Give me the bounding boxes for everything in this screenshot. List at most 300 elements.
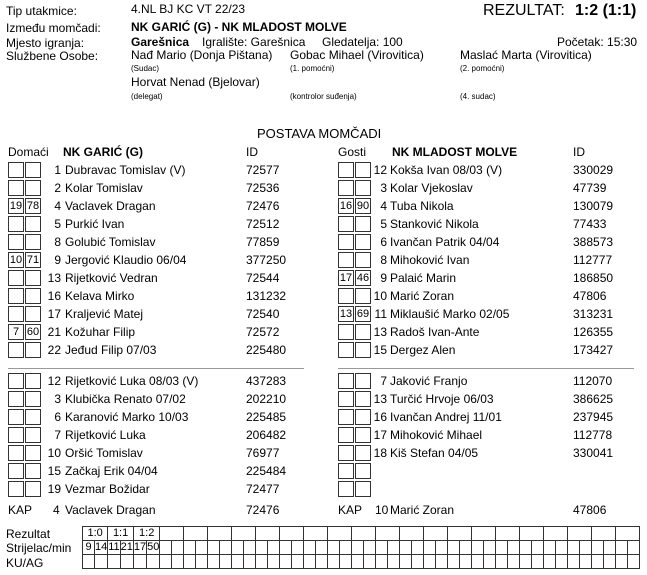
player-number: 21 bbox=[47, 325, 61, 339]
venue-label: Mjesto igranja: bbox=[6, 36, 85, 50]
player-name: Rijetković Luka 08/03 (V) bbox=[65, 374, 199, 388]
player-number: 12 bbox=[373, 163, 387, 177]
kuag-cell bbox=[460, 555, 472, 569]
result-cell bbox=[472, 527, 496, 541]
kuag-cell bbox=[95, 555, 108, 569]
kuag-cell bbox=[244, 555, 256, 569]
kuag-cell bbox=[352, 555, 364, 569]
player-id: 72512 bbox=[246, 217, 280, 231]
player-number: 11 bbox=[374, 307, 387, 321]
scorer-cell: 50 bbox=[147, 541, 160, 553]
player-name: Kožuhar Filip bbox=[65, 325, 136, 339]
result-cell bbox=[424, 527, 448, 541]
player-id: 72477 bbox=[246, 482, 280, 496]
result-cell: 1:1 bbox=[108, 527, 134, 541]
kuag-cell bbox=[364, 555, 376, 569]
scorer-cell bbox=[376, 541, 388, 555]
sub-minute-box bbox=[338, 324, 354, 340]
kuag-cell bbox=[220, 555, 232, 569]
result-cell bbox=[568, 527, 592, 541]
player-id: 313231 bbox=[573, 307, 614, 321]
sub-minute-box bbox=[25, 180, 41, 196]
kuag-cell bbox=[424, 555, 436, 569]
result-cell: 1:2 bbox=[133, 527, 160, 541]
scorer-cell bbox=[544, 541, 556, 555]
sub-minute-box bbox=[8, 427, 24, 443]
sub-minute-box bbox=[25, 481, 41, 497]
player-id: 225484 bbox=[246, 464, 287, 478]
player-number: 7 bbox=[380, 374, 387, 388]
player-id: 76977 bbox=[246, 446, 280, 460]
player-name: Ivančan Andrej 11/01 bbox=[390, 410, 502, 424]
result-cell bbox=[280, 527, 304, 541]
sub-minute-box bbox=[8, 234, 24, 250]
sub-minute-box bbox=[8, 162, 24, 178]
sub-minute-box bbox=[25, 463, 41, 479]
sub-minute-box: 10 bbox=[9, 254, 23, 266]
sub-minute-box bbox=[8, 180, 24, 196]
kuag-cell bbox=[268, 555, 280, 569]
scorer-cell bbox=[460, 541, 472, 555]
scorer-cell bbox=[532, 541, 544, 555]
sub-minute-box bbox=[25, 373, 41, 389]
player-id: 72577 bbox=[246, 163, 280, 177]
player-number: 5 bbox=[54, 217, 61, 231]
scorer-cell bbox=[448, 541, 460, 555]
sub-minute-box bbox=[8, 270, 24, 286]
player-name: Rijetković Vedran bbox=[65, 271, 158, 285]
sub-minute-box bbox=[338, 481, 354, 497]
player-number: 15 bbox=[47, 464, 61, 478]
result-cell bbox=[376, 527, 400, 541]
sub-minute-box bbox=[25, 427, 41, 443]
kickoff-time: Početak: 15:30 bbox=[557, 35, 638, 49]
player-name: Tuba Nikola bbox=[390, 199, 454, 213]
player-name: Vaclavek Dragan bbox=[65, 199, 156, 213]
player-name: Ivančan Patrik 04/04 bbox=[390, 235, 500, 249]
scorer-cell bbox=[412, 541, 424, 555]
player-id: 130079 bbox=[573, 199, 614, 213]
official-role: (Sudac) bbox=[131, 64, 160, 73]
kuag-cell bbox=[568, 555, 580, 569]
kuag-cell bbox=[580, 555, 592, 569]
player-number: 1 bbox=[54, 163, 61, 177]
scorer-cell bbox=[388, 541, 400, 555]
player-id: 237945 bbox=[573, 410, 614, 424]
home-captain-name: Vaclavek Dragan bbox=[65, 503, 156, 517]
scorer-cell bbox=[256, 541, 268, 555]
scorer-cell bbox=[340, 541, 352, 555]
player-id: 77433 bbox=[573, 217, 607, 231]
home-team-name: NK GARIĆ (G) bbox=[63, 145, 143, 159]
scorer-cell bbox=[556, 541, 568, 555]
player-number: 4 bbox=[380, 199, 387, 213]
sub-minute-box: 7 bbox=[8, 324, 24, 340]
scorer-cell bbox=[244, 541, 256, 555]
kuag-cell bbox=[256, 555, 268, 569]
sub-minute-box bbox=[25, 216, 41, 232]
scorer-row-label: Strijelac/min bbox=[6, 541, 72, 555]
divider bbox=[338, 368, 634, 369]
kuag-cell bbox=[484, 555, 496, 569]
player-name: Kelava Mirko bbox=[65, 289, 135, 303]
sub-minute-box bbox=[338, 162, 354, 178]
home-side-label: Domaći bbox=[8, 145, 49, 159]
sub-minute-box: 46 bbox=[356, 272, 370, 284]
player-name: Rijetković Luka bbox=[65, 428, 146, 442]
kuag-cell bbox=[472, 555, 484, 569]
result-label: REZULTAT: bbox=[483, 2, 565, 19]
sub-minute-box bbox=[355, 342, 371, 358]
scorer-cell bbox=[184, 541, 196, 555]
result-value: 1:2 (1:1) bbox=[575, 2, 637, 19]
sub-minute-box: 60 bbox=[26, 326, 40, 338]
scorer-cell bbox=[568, 541, 580, 555]
scorer-cell: 11 bbox=[108, 541, 120, 553]
score-grid bbox=[82, 526, 640, 569]
kuag-cell bbox=[412, 555, 424, 569]
player-id: 330041 bbox=[573, 446, 614, 460]
divider bbox=[8, 368, 304, 369]
sub-minute-box bbox=[8, 445, 24, 461]
sub-minute-box bbox=[25, 162, 41, 178]
away-captain-id: 47806 bbox=[573, 503, 607, 517]
player-name: Kiš Stefan 04/05 bbox=[390, 446, 479, 460]
sub-minute-box bbox=[8, 216, 24, 232]
kuag-cell bbox=[133, 555, 146, 569]
scorer-cell bbox=[364, 541, 376, 555]
kuag-cell bbox=[160, 555, 172, 569]
sub-minute-box: 90 bbox=[356, 200, 370, 212]
player-number: 9 bbox=[54, 253, 61, 267]
player-name: Začkaj Erik 04/04 bbox=[65, 464, 158, 478]
home-captain-label: KAP bbox=[8, 503, 33, 517]
kuag-cell bbox=[292, 555, 304, 569]
sub-minute-box bbox=[25, 306, 41, 322]
player-id: 386625 bbox=[573, 392, 614, 406]
kuag-cell bbox=[628, 555, 640, 569]
sub-minute-box bbox=[355, 216, 371, 232]
scorer-cell bbox=[160, 541, 172, 555]
kuag-cell bbox=[232, 555, 244, 569]
kuag-cell bbox=[592, 555, 604, 569]
sub-minute-box bbox=[8, 306, 24, 322]
player-id: 377250 bbox=[246, 253, 287, 267]
sub-minute-box bbox=[25, 391, 41, 407]
player-name: Radoš Ivan-Ante bbox=[390, 325, 480, 339]
sub-minute-box bbox=[355, 445, 371, 461]
sub-minute-box bbox=[355, 324, 371, 340]
kuag-cell bbox=[520, 555, 532, 569]
player-id: 126355 bbox=[573, 325, 614, 339]
player-number: 19 bbox=[47, 482, 61, 496]
scorer-cell bbox=[352, 541, 364, 555]
player-name: Karanović Marko 10/03 bbox=[65, 410, 189, 424]
player-id: 330029 bbox=[573, 163, 614, 177]
home-id-header: ID bbox=[246, 145, 258, 159]
scorer-cell bbox=[208, 541, 220, 555]
sub-minute-box: 13 bbox=[339, 308, 353, 320]
player-name: Miklaušić Marko 02/05 bbox=[390, 307, 510, 321]
kuag-cell bbox=[340, 555, 352, 569]
result-cell: 1:0 bbox=[83, 527, 108, 541]
sub-minute-box: 78 bbox=[26, 200, 40, 212]
scorer-cell bbox=[220, 541, 232, 555]
sub-minute-box bbox=[338, 342, 354, 358]
sub-minute-box bbox=[338, 234, 354, 250]
away-id-header: ID bbox=[573, 145, 585, 159]
official-role: (1. pomoćni) bbox=[290, 64, 335, 73]
lineup-title: POSTAVA MOMČADI bbox=[257, 126, 382, 141]
scorer-cell: 17 bbox=[133, 541, 147, 553]
player-name: Kolar Tomislav bbox=[65, 181, 143, 195]
player-id: 225485 bbox=[246, 410, 287, 424]
scorer-cell bbox=[520, 541, 532, 555]
player-number: 10 bbox=[47, 446, 61, 460]
kuag-cell bbox=[376, 555, 388, 569]
player-name: Jergović Klaudio 06/04 bbox=[65, 253, 187, 267]
sub-minute-box bbox=[355, 234, 371, 250]
scorer-cell bbox=[172, 541, 184, 555]
home-captain-id: 72476 bbox=[246, 503, 280, 517]
official-name: Gobac Mihael (Virovitica) bbox=[290, 48, 424, 62]
scorer-cell bbox=[292, 541, 304, 555]
result-cell bbox=[352, 527, 376, 541]
player-name: Palaić Marin bbox=[390, 271, 457, 285]
player-number: 8 bbox=[54, 235, 61, 249]
player-number: 15 bbox=[373, 343, 387, 357]
scorer-cell bbox=[304, 541, 316, 555]
sub-minute-box bbox=[338, 252, 354, 268]
kuag-cell bbox=[448, 555, 460, 569]
kuag-cell bbox=[184, 555, 196, 569]
kuag-cell bbox=[532, 555, 544, 569]
sub-minute-box: 17 bbox=[339, 272, 353, 284]
player-name: Kokša Ivan 08/03 (V) bbox=[390, 163, 503, 177]
match-type-label: Tip utakmice: bbox=[6, 4, 77, 18]
scorer-cell bbox=[580, 541, 592, 555]
player-id: 47806 bbox=[573, 289, 607, 303]
player-name: Oršić Tomislav bbox=[65, 446, 143, 460]
sub-minute-box bbox=[8, 288, 24, 304]
sub-minute-box bbox=[355, 162, 371, 178]
player-name: Klubička Renato 07/02 bbox=[65, 392, 186, 406]
player-id: 437283 bbox=[246, 374, 287, 388]
player-number: 2 bbox=[54, 181, 61, 195]
official-name: Nađ Mario (Donja Pištana) bbox=[131, 48, 273, 62]
result-cell bbox=[160, 527, 184, 541]
result-cell bbox=[496, 527, 520, 541]
scorer-cell bbox=[472, 541, 484, 555]
result-cell bbox=[448, 527, 472, 541]
kuag-cell bbox=[436, 555, 448, 569]
kuag-cell bbox=[328, 555, 340, 569]
player-number: 3 bbox=[380, 181, 387, 195]
scorer-cell bbox=[400, 541, 412, 555]
scorer-cell bbox=[508, 541, 520, 555]
away-team-name: NK MLADOST MOLVE bbox=[392, 145, 518, 159]
scorer-cell bbox=[424, 541, 436, 555]
scorer-cell: 14 bbox=[95, 541, 108, 553]
scorer-cell bbox=[484, 541, 496, 555]
player-id: 77859 bbox=[246, 235, 280, 249]
home-captain-number: 4 bbox=[53, 503, 60, 517]
result-cell bbox=[232, 527, 256, 541]
player-number: 4 bbox=[54, 199, 61, 213]
player-number: 13 bbox=[47, 271, 61, 285]
player-name: Dubravac Tomislav (V) bbox=[65, 163, 186, 177]
player-number: 10 bbox=[373, 289, 387, 303]
away-captain-number: 10 bbox=[375, 503, 389, 517]
sub-minute-box: 19 bbox=[9, 200, 23, 212]
scorer-cell bbox=[268, 541, 280, 555]
player-name: Jaković Franjo bbox=[390, 374, 468, 388]
scorer-cell bbox=[592, 541, 604, 555]
sub-minute-box bbox=[355, 373, 371, 389]
kuag-cell bbox=[120, 555, 133, 569]
player-id: 206482 bbox=[246, 428, 287, 442]
sub-minute-box bbox=[8, 463, 24, 479]
kuag-cell bbox=[544, 555, 556, 569]
sub-minute-box bbox=[338, 180, 354, 196]
sub-minute-box bbox=[8, 391, 24, 407]
player-id: 186850 bbox=[573, 271, 614, 285]
kuag-cell bbox=[496, 555, 508, 569]
sub-minute-box bbox=[8, 342, 24, 358]
result-cell bbox=[616, 527, 640, 541]
sub-minute-box bbox=[355, 409, 371, 425]
scorer-cell: 21 bbox=[120, 541, 133, 553]
official-role: (kontrolor suđenja) bbox=[290, 92, 357, 101]
player-number: 18 bbox=[373, 446, 387, 460]
kuag-cell bbox=[196, 555, 208, 569]
kuag-cell bbox=[280, 555, 292, 569]
sub-minute-box bbox=[25, 234, 41, 250]
kuag-cell bbox=[604, 555, 616, 569]
player-id: 131232 bbox=[246, 289, 287, 303]
away-side-label: Gosti bbox=[338, 145, 367, 159]
player-name: Kraljević Matej bbox=[65, 307, 144, 321]
away-captain-name: Marić Zoran bbox=[390, 503, 455, 517]
kuag-cell bbox=[508, 555, 520, 569]
scorer-cell bbox=[280, 541, 292, 555]
scorer-cell bbox=[616, 541, 628, 555]
player-id: 225480 bbox=[246, 343, 287, 357]
player-number: 6 bbox=[380, 235, 387, 249]
player-name: Stanković Nikola bbox=[390, 217, 479, 231]
scorer-cell bbox=[628, 541, 640, 555]
sub-minute-box bbox=[338, 216, 354, 232]
player-name: Purkić Ivan bbox=[65, 217, 125, 231]
sub-minute-box bbox=[25, 445, 41, 461]
scorer-cell bbox=[604, 541, 616, 555]
kuag-cell bbox=[316, 555, 328, 569]
player-name: Golubić Tomislav bbox=[65, 235, 156, 249]
player-name: Marić Zoran bbox=[390, 289, 455, 303]
sub-minute-box bbox=[8, 373, 24, 389]
player-number: 13 bbox=[373, 392, 387, 406]
officials-label: Službene Osobe: bbox=[6, 49, 99, 63]
player-id: 72544 bbox=[246, 271, 280, 285]
kuag-cell bbox=[208, 555, 220, 569]
player-id: 112070 bbox=[573, 374, 613, 388]
player-id: 112778 bbox=[573, 428, 613, 442]
sub-minute-box bbox=[8, 409, 24, 425]
sub-minute-box bbox=[355, 481, 371, 497]
attendance: Gledatelja: 100 bbox=[322, 35, 403, 49]
result-cell bbox=[208, 527, 232, 541]
player-number: 16 bbox=[373, 410, 387, 424]
kuag-row-label: KU/AG bbox=[6, 556, 44, 570]
player-id: 72536 bbox=[246, 181, 280, 195]
sub-minute-box bbox=[338, 427, 354, 443]
sub-minute-box bbox=[8, 481, 24, 497]
player-name: Turčić Hrvoje 06/03 bbox=[390, 392, 494, 406]
player-number: 22 bbox=[47, 343, 61, 357]
player-number: 5 bbox=[380, 217, 387, 231]
player-name: Dergez Alen bbox=[390, 343, 456, 357]
player-number: 13 bbox=[373, 325, 387, 339]
sub-minute-box: 16 bbox=[339, 200, 353, 212]
sub-minute-box bbox=[355, 252, 371, 268]
teams-label: Između momčadi: bbox=[6, 21, 101, 35]
sub-minute-box bbox=[355, 427, 371, 443]
player-name: Jeđud Filip 07/03 bbox=[65, 343, 157, 357]
result-cell bbox=[304, 527, 328, 541]
result-cell bbox=[544, 527, 568, 541]
sub-minute-box bbox=[338, 373, 354, 389]
result-cell bbox=[184, 527, 208, 541]
scorer-cell bbox=[232, 541, 244, 555]
official-role: (delegat) bbox=[131, 92, 163, 101]
player-name: Kolar Vjekoslav bbox=[390, 181, 473, 195]
kuag-cell bbox=[172, 555, 184, 569]
sub-minute-box bbox=[338, 409, 354, 425]
result-cell bbox=[520, 527, 544, 541]
player-id: 47739 bbox=[573, 181, 607, 195]
sub-minute-box bbox=[25, 342, 41, 358]
sub-minute-box bbox=[25, 288, 41, 304]
player-number: 7 bbox=[54, 428, 61, 442]
kuag-cell bbox=[108, 555, 120, 569]
official-role: (4. sudac) bbox=[460, 92, 496, 101]
sub-minute-box bbox=[338, 445, 354, 461]
sub-minute-box bbox=[355, 391, 371, 407]
player-name: Mihoković Ivan bbox=[390, 253, 470, 267]
venue-ground: Igralište: Garešnica bbox=[202, 35, 306, 49]
player-id: 72476 bbox=[246, 199, 280, 213]
kuag-cell bbox=[556, 555, 568, 569]
kuag-cell bbox=[388, 555, 400, 569]
official-name: Horvat Nenad (Bjelovar) bbox=[131, 75, 260, 89]
result-cell bbox=[328, 527, 352, 541]
player-id: 202210 bbox=[246, 392, 287, 406]
player-number: 9 bbox=[380, 271, 387, 285]
match-type-value: 4.NL BJ KC VT 22/23 bbox=[131, 2, 246, 16]
player-id: 112777 bbox=[573, 253, 613, 267]
player-number: 16 bbox=[47, 289, 61, 303]
player-number: 3 bbox=[54, 392, 61, 406]
kuag-cell bbox=[304, 555, 316, 569]
player-id: 388573 bbox=[573, 235, 614, 249]
kuag-cell bbox=[616, 555, 628, 569]
scorer-cell bbox=[196, 541, 208, 555]
scorer-cell bbox=[328, 541, 340, 555]
kuag-cell bbox=[83, 555, 95, 569]
sub-minute-box bbox=[338, 288, 354, 304]
player-id: 173427 bbox=[573, 343, 614, 357]
official-name: Maslać Marta (Virovitica) bbox=[460, 48, 592, 62]
